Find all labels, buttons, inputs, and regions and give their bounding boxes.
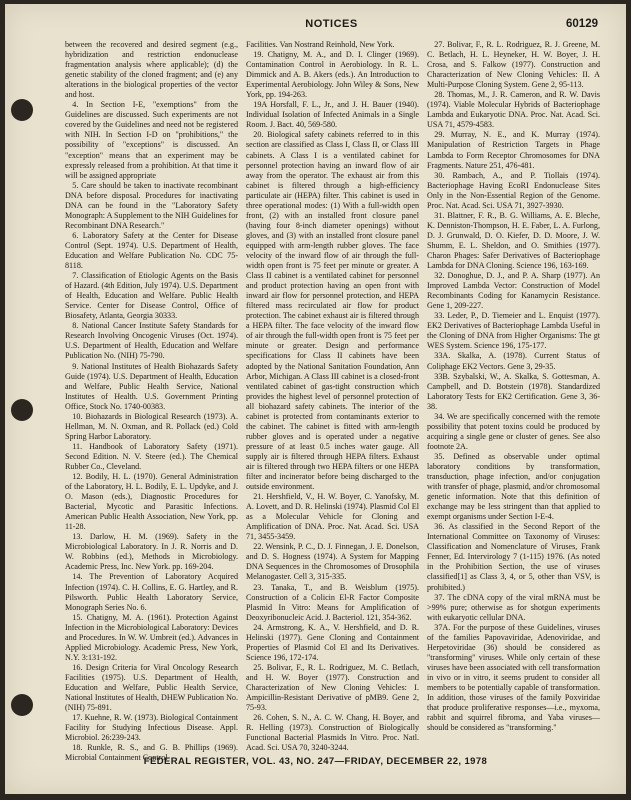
page-footer: FEDERAL REGISTER, VOL. 43, NO. 247—FRIDAY, DECEMBER 22, 1978: [143, 756, 488, 767]
paragraph: between the recovered and desired segment (e.g., hybridization and restriction endonuclease fragmentation analysis where applicable); (d) the genetic stability of the cloned fragment; and (e) any alterations in the biological properties of the vector and host.: [65, 40, 238, 100]
paragraph: 33A. Skalka, A. (1978). Current Status of Coliphage EK2 Vectors. Gene 3, 29-35.: [427, 351, 600, 371]
paragraph: 28. Thomas, M., J. R. Cameron, and R. W. Davis (1974). Viable Molecular Hybrids of Bacteriophage Lambda and Eukaryotic DNA. Proc. Nat. Acad. Sci. USA 71, 4579-4583.: [427, 90, 600, 130]
paragraph: 22. Wensink, P. C., D. J. Finnegan, J. E. Donelson, and D. S. Hogness (1974). A System for Mapping DNA Sequences in the Chromosomes of Drosophila Melanogaster. Cell 3, 315-335.: [246, 542, 419, 582]
paragraph: 27. Bolivar, F., R. L. Rodriguez, R. J. Greene, M. C. Betlach, H. L. Heyneker, H. W. Boyer, J. H. Crosa, and S. Falkow (1977). Construction and Characterization of New Cloning Vehicles: II. A Multi-Purpose Cloning System. Gene 2, 95-113.: [427, 40, 600, 90]
page-number: 60129: [566, 18, 598, 30]
paragraph: 15. Chatigny, M. A. (1961). Protection Against Infection in the Microbiological Laboratory: Devices and Procedures. In W. W. Umbreit (ed.). Advances in Applied Microbiology. Academic Press, New York, N.Y. 3:131-192.: [65, 612, 238, 662]
punch-hole: [11, 694, 33, 716]
paragraph: 33. Leder, P., D. Tiemeier and L. Enquist (1977). EK2 Derivatives of Bacteriophage Lambda Useful in the Cloning of DNA from Higher Organisms: The gt WES System. Science 196, 175-177.: [427, 311, 600, 351]
paragraph: Facilities. Van Nostrand Reinhold, New York.: [246, 40, 395, 49]
paragraph: 23. Tanaka, T., and B. Weisblum (1975). Construction of a Colicin El-R Factor Composite Plasmid In Vitro: Means for Amplification of Deoxyribonucleic Acid. J. Bacteriol. 121, 354-362.: [246, 582, 419, 622]
paragraph: 37A. For the purpose of these Guidelines, viruses of the families Papovaviridae, Adenoviridae, and Herpetoviridae (36) should be considered as "transforming" viruses. While only certain of these viruses have been associated with cell transformation in vivo or in vitro, it seems prudent to consider all members to be potentially capable of transformation. In addition, those viruses of the family Poxviridae that produce proliferative responses—i.e., myxoma, rabbit and squirrel fibroma, and Yaba viruses—should be considered as "transforming.": [427, 622, 600, 733]
paragraph: 8. National Cancer Institute Safety Standards for Research Involving Oncogenic Viruses (Oct. 1974). U.S. Department of Health, Education and Welfare Publication No. (NIH) 75-790.: [65, 321, 238, 361]
paragraph: 31. Blattner, F. R., B. G. Williams, A. E. Bleche, K. Denniston-Thompson, H. E. Faber, L. A. Furlong, D. J. Grunwald, D. O. Kiefer, D. D. Moore, J. W. Shumm, E. L. Sheldon, and O. Smithies (1977). Charon Phages: Safer Derivatives of Bacteriophage Lambda for DNA Cloning. Science 196, 163-169.: [427, 210, 600, 271]
paragraph: 10. Biohazards in Biological Research (1973). A. Hellman, M. N. Oxman, and R. Pollack (ed.) Cold Spring Harbor Laboratory.: [65, 411, 238, 441]
page-sheet: [5, 4, 626, 794]
paragraph: 33B. Szybalski, W., A. Skalka, S. Gottesman, A. Campbell, and D. Botstein (1978). Standardized Laboratory Tests for EK2 Certification. Gene 3, 36-38.: [427, 371, 600, 411]
paragraph: 30. Rambach, A., and P. Tiollais (1974). Bacteriophage Having EcoRI Endonuclease Sites Only in the Non-Essential Region of the Genome. Proc. Nat. Acad. Sci. USA 71, 3927-3930.: [427, 170, 600, 210]
paragraph: 13. Darlow, H. M. (1969). Safety in the Microbiological Laboratory. In J. R. Norris and D. W. Robbins (ed.), Methods in Microbiology. Academic Press, Inc. New York. pp. 169-204.: [65, 532, 238, 572]
paragraph: 20. Biological safety cabinets referred to in this section are classified as Class I, Class II, or Class III cabinets. A Class I is a ventilated cabinet for personnel protection having an inward flow of air away from the operator. The exhaust air from this cabinet is filtered through a high-efficiency particulate air (HEPA) filter. This cabinet is used in three operational modes: (1) With a full-width open front, (2) with an installed front closure panel (having four 8-inch diameter openings) without gloves, and (3) with an installed front closure panel equipped with arm-length rubber gloves. The face velocity of the inward flow of air through the full-width open front is 75 feet per minute or greater. A Class II cabinet is a ventilated cabinet for personnel and product protection having an open front with inward air flow for personnel protection, and HEPA filtered mass recirculated air flow for product protection. The cabinet exhaust air is filtered through a HEPA filter. The face velocity of the inward flow of air through the full-width open front is 75 feet per minute or greater. Design and performance specifications for Class II cabinets have been adopted by the National Sanitation Foundation, Ann Arbor, Michigan. A Class III cabinet is a closed-front ventilated cabinet of gas-tight construction which provides the highest level of personnel protection of all biohazard safety cabinets. The interior of the cabinet is protected from contaminants exterior to the cabinet. The cabinet is fitted with arm-length rubber gloves and is operated under a negative pressure of at least 0.5 inches water gauge. All supply air is filtered through HEPA filters. Exhaust air is filtered through two HEPA filters or one HEPA filter and incinerator before being discharged to the outside environment.: [246, 130, 419, 492]
paragraph: 12. Bodily, H. L. (1970). General Administration of the Laboratory, H. L. Bodily, E. L. Updyke, and J. O. Mason (eds.), Diagnostic Procedures for Bacterial, Mycotic and Parasitic Infections. American Public Health Association, New York, pp. 11-28.: [65, 472, 238, 532]
paragraph: 36. As classified in the Second Report of the International Committee on Taxonomy of Viruses: Classification and Nomenclature of Viruses, Frank Fenner, Ed. Intervirology 7 (1-115) 1976. (As noted in the Prohibition Section, the use of viruses classified[1] as Class 3, 4, or 5, other than VSV, is prohibited.): [427, 522, 600, 592]
column-left: [65, 40, 238, 763]
column-right: [427, 40, 600, 750]
paragraph: 35. Defined as observable under optimal laboratory conditions by transformation, transduction, phage infection, and/or conjugation with transfer of phage, plasmid, and/or chromosomal genetic information. Note that this definition of exchange may be less stringent than that applied to exempt organisms under Section I-E-4.: [427, 451, 600, 522]
section-title: NOTICES: [305, 18, 358, 30]
paragraph: 11. Handbook of Laboratory Safety (1971). Second Edition. N. V. Steere (ed.). The Chemical Rubber Co., Cleveland.: [65, 441, 238, 471]
paragraph: 14. The Prevention of Laboratory Acquired Infection (1974). C. H. Collins, E. G. Hartley, and R. Pilsworth. Public Health Laboratory Service, Monograph Series No. 6.: [65, 572, 238, 612]
paragraph: 9. National Institutes of Health Biohazards Safety Guide (1974). U.S. Department of Health, Education and Welfare, Public Health Service, National Institutes of Health. U.S. Government Printing Office, Stock No. 1740-00383.: [65, 361, 238, 411]
paragraph: 4. In Section I-E, "exemptions" from the Guidelines are discussed. Such experiments are not covered by the Guidelines and need not be registered with NIH. In Section I-D on "prohibitions," the possibility of "exceptions" is discussed. An "exception" means that an experiment may be expressly released from a prohibition. At that time it will be assigned appropriate: [65, 100, 238, 180]
paragraph: 19A Horsfall, F. L., Jr., and J. H. Bauer (1940). Individual Isolation of Infected Animals in a Single Room. J. Bact. 40, 569-580.: [246, 100, 419, 130]
paragraph: 37. The cDNA copy of the viral mRNA must be >99% pure; otherwise as for shotgun experiments with eukaryotic cellular DNA.: [427, 592, 600, 622]
paragraph: 19. Chatigny, M. A., and D. I. Clinger (1969). Contamination Control in Aerobiology. In R. L. Dimmick and A. B. Akers (eds.). An Introduction to Experimental Aerobiology. John Wiley & Sons, New York, pp. 194-263.: [246, 50, 419, 100]
paragraph: 21. Hershfield, V., H. W. Boyer, C. Yanofsky, M. A. Lovett, and D. R. Helinski (1974). Plasmid Col El as a Molecular Vehicle for Cloning and Amplification of DNA. Proc. Nat. Acad. Sci. USA 71, 3455-3459.: [246, 492, 419, 542]
paragraph: 17. Kuehne, R. W. (1973). Biological Containment Facility for Studying Infectious Disease. Appl. Microbiol. 26:239-243.: [65, 713, 238, 743]
paragraph: 32. Donoghue, D. J., and P. A. Sharp (1977). An Improved Lambda Vector: Construction of Model Recombinants Coding for Kanamycin Resistance. Gene 1, 209-227.: [427, 271, 600, 311]
paragraph: 25. Bolivar, F., R. L. Rodriguez, M. C. Betlach, and H. W. Boyer (1977). Construction and Characterization of New Cloning Vehicles: I. Ampicillin-Resistant Derivative of pMB9. Gene 2, 75-93.: [246, 662, 419, 713]
paragraph: 16. Design Criteria for Viral Oncology Research Facilities (1975). U.S. Department of Health, Education and Welfare, Public Health Service, National Institutes of Health, DHEW Publication No. (NIH) 75-891.: [65, 662, 238, 713]
page-header: [65, 18, 598, 34]
paragraph: 34. We are specifically concerned with the remote possibility that potent toxins could be produced by acquiring a single gene or cluster of genes. See also footnote 2A.: [427, 411, 600, 451]
paragraph: 26. Cohen, S. N., A. C. W. Chang, H. Boyer, and R. Helling (1973). Construction of Biologically Functional Bacterial Plasmids In Vitro. Proc. Natl. Acad. Sci. USA 70, 3240-3244.: [246, 713, 419, 753]
paragraph: 6. Laboratory Safety at the Center for Disease Control (Sept. 1974). U.S. Department of Health, Education and Welfare Publication No. CDC 75-8118.: [65, 230, 238, 271]
paragraph: 24. Armstrong, K. A., V. Hershfield, and D. R. Helinski (1977). Gene Cloning and Containment Properties of Plasmid Col El and Its Derivatives. Science 196, 172-174.: [246, 622, 419, 662]
paragraph: 5. Care should be taken to inactivate recombinant DNA before disposal. Procedures for inactivating DNA can be found in the "Laboratory Safety Monograph: A Supplement to the NIH Guidelines for Recombinant DNA Research.": [65, 180, 238, 230]
paragraph: 18. Runkle, R. S., and G. B. Phillips (1969). Microbial Containment Control: [65, 743, 238, 763]
paragraph: 7. Classification of Etiologic Agents on the Basis of Hazard. (4th Edition, July 1974). U.S. Department of Health, Education and Welfare. Public Health Service. Center for Disease Control, Office of Biosafety, Atlanta, Georgia 30333.: [65, 271, 238, 321]
column-middle: [246, 40, 419, 753]
punch-hole: [11, 399, 33, 421]
punch-hole: [11, 99, 33, 121]
paragraph: 29. Murray, N. E., and K. Murray (1974). Manipulation of Restriction Targets in Phage Lambda to Form Receptor Chromosomes for DNA Fragments. Nature 251, 476-481.: [427, 130, 600, 170]
